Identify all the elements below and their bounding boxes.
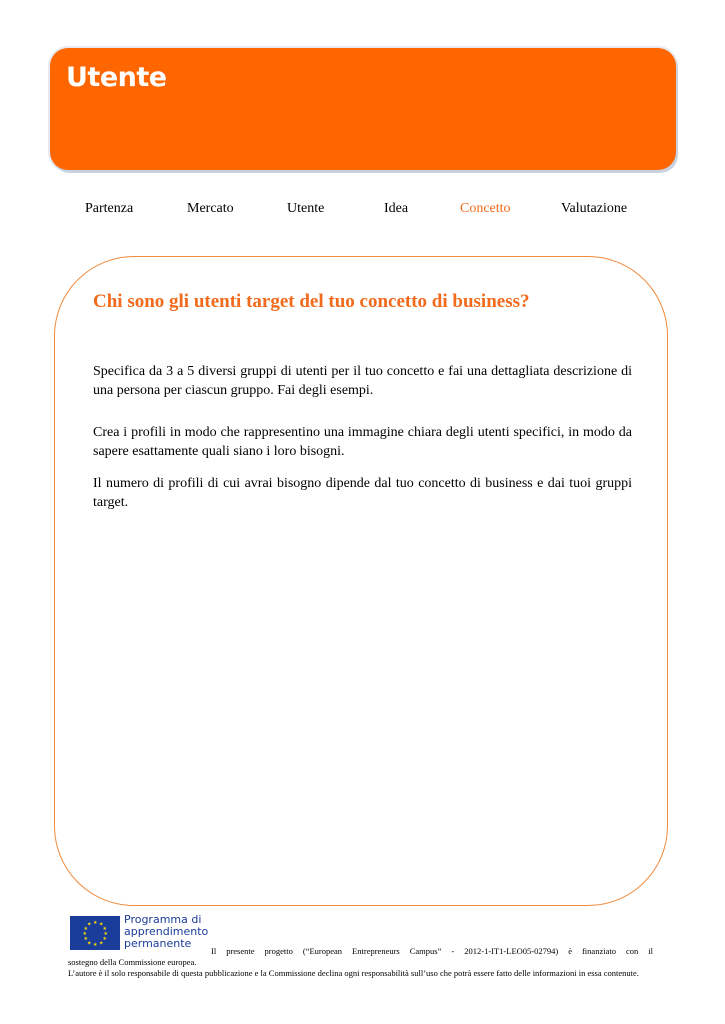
paragraph-3: Il numero di profili di cui avrai bisogno dipende dal tuo concetto di business e dai tuoi gruppi target. — [93, 476, 632, 510]
svg-text:★: ★ — [99, 940, 104, 947]
nav-item-valutazione[interactable]: Valutazione — [561, 201, 628, 216]
svg-text:★: ★ — [102, 936, 107, 942]
paragraph-2: Crea i profili in modo che rappresentino una immagine chiara degli utenti specifici, in modo da sapere esattamente quali siano i loro bisogni. — [93, 425, 632, 459]
nav-item-idea[interactable]: Idea — [384, 201, 409, 216]
header-banner — [50, 48, 676, 170]
svg-text:★: ★ — [103, 931, 108, 937]
svg-text:★: ★ — [87, 940, 92, 947]
nav-item-partenza[interactable]: Partenza — [85, 201, 134, 216]
section-nav — [0, 201, 725, 221]
page-title: Utente — [66, 62, 167, 93]
footer-disclaimer — [68, 946, 653, 979]
svg-text:★: ★ — [93, 920, 98, 926]
logo-line: permanente — [124, 937, 192, 950]
disclaimer-line: Il presente progetto (“European Entrepreneurs Campus” - 2012-1-IT1-LEO05-02794) è finanziato con il — [211, 946, 653, 956]
section-question: Chi sono gli utenti target del tuo concetto di business? — [93, 291, 530, 312]
svg-text:★: ★ — [99, 921, 104, 928]
svg-text:★: ★ — [83, 926, 88, 932]
nav-item-utente[interactable]: Utente — [287, 201, 325, 216]
disclaimer-line: sostegno della Commissione europea. — [68, 957, 197, 967]
nav-item-mercato[interactable]: Mercato — [187, 201, 234, 216]
disclaimer-line: L’autore è il solo responsabile di questa pubblicazione e la Commissione declina ogni responsabilità sull’uso che potrà essere fatto delle informazioni in essa contenute. — [68, 968, 639, 978]
logo-line: Programma di — [124, 913, 202, 926]
nav-item-concetto[interactable]: Concetto — [460, 201, 511, 216]
svg-text:★: ★ — [87, 921, 92, 928]
content-box — [54, 256, 668, 906]
svg-text:★: ★ — [102, 926, 107, 932]
svg-text:★: ★ — [82, 931, 87, 937]
eu-flag-icon — [70, 916, 120, 950]
svg-text:★: ★ — [83, 936, 88, 942]
paragraph-1: Specifica da 3 a 5 diversi gruppi di utenti per il tuo concetto e fai una dettagliata descrizione di una persona per ciascun gruppo. Fai degli esempi. — [93, 364, 632, 398]
svg-text:★: ★ — [93, 942, 98, 948]
logo-line: apprendimento — [124, 925, 209, 938]
logo-text — [124, 914, 208, 950]
